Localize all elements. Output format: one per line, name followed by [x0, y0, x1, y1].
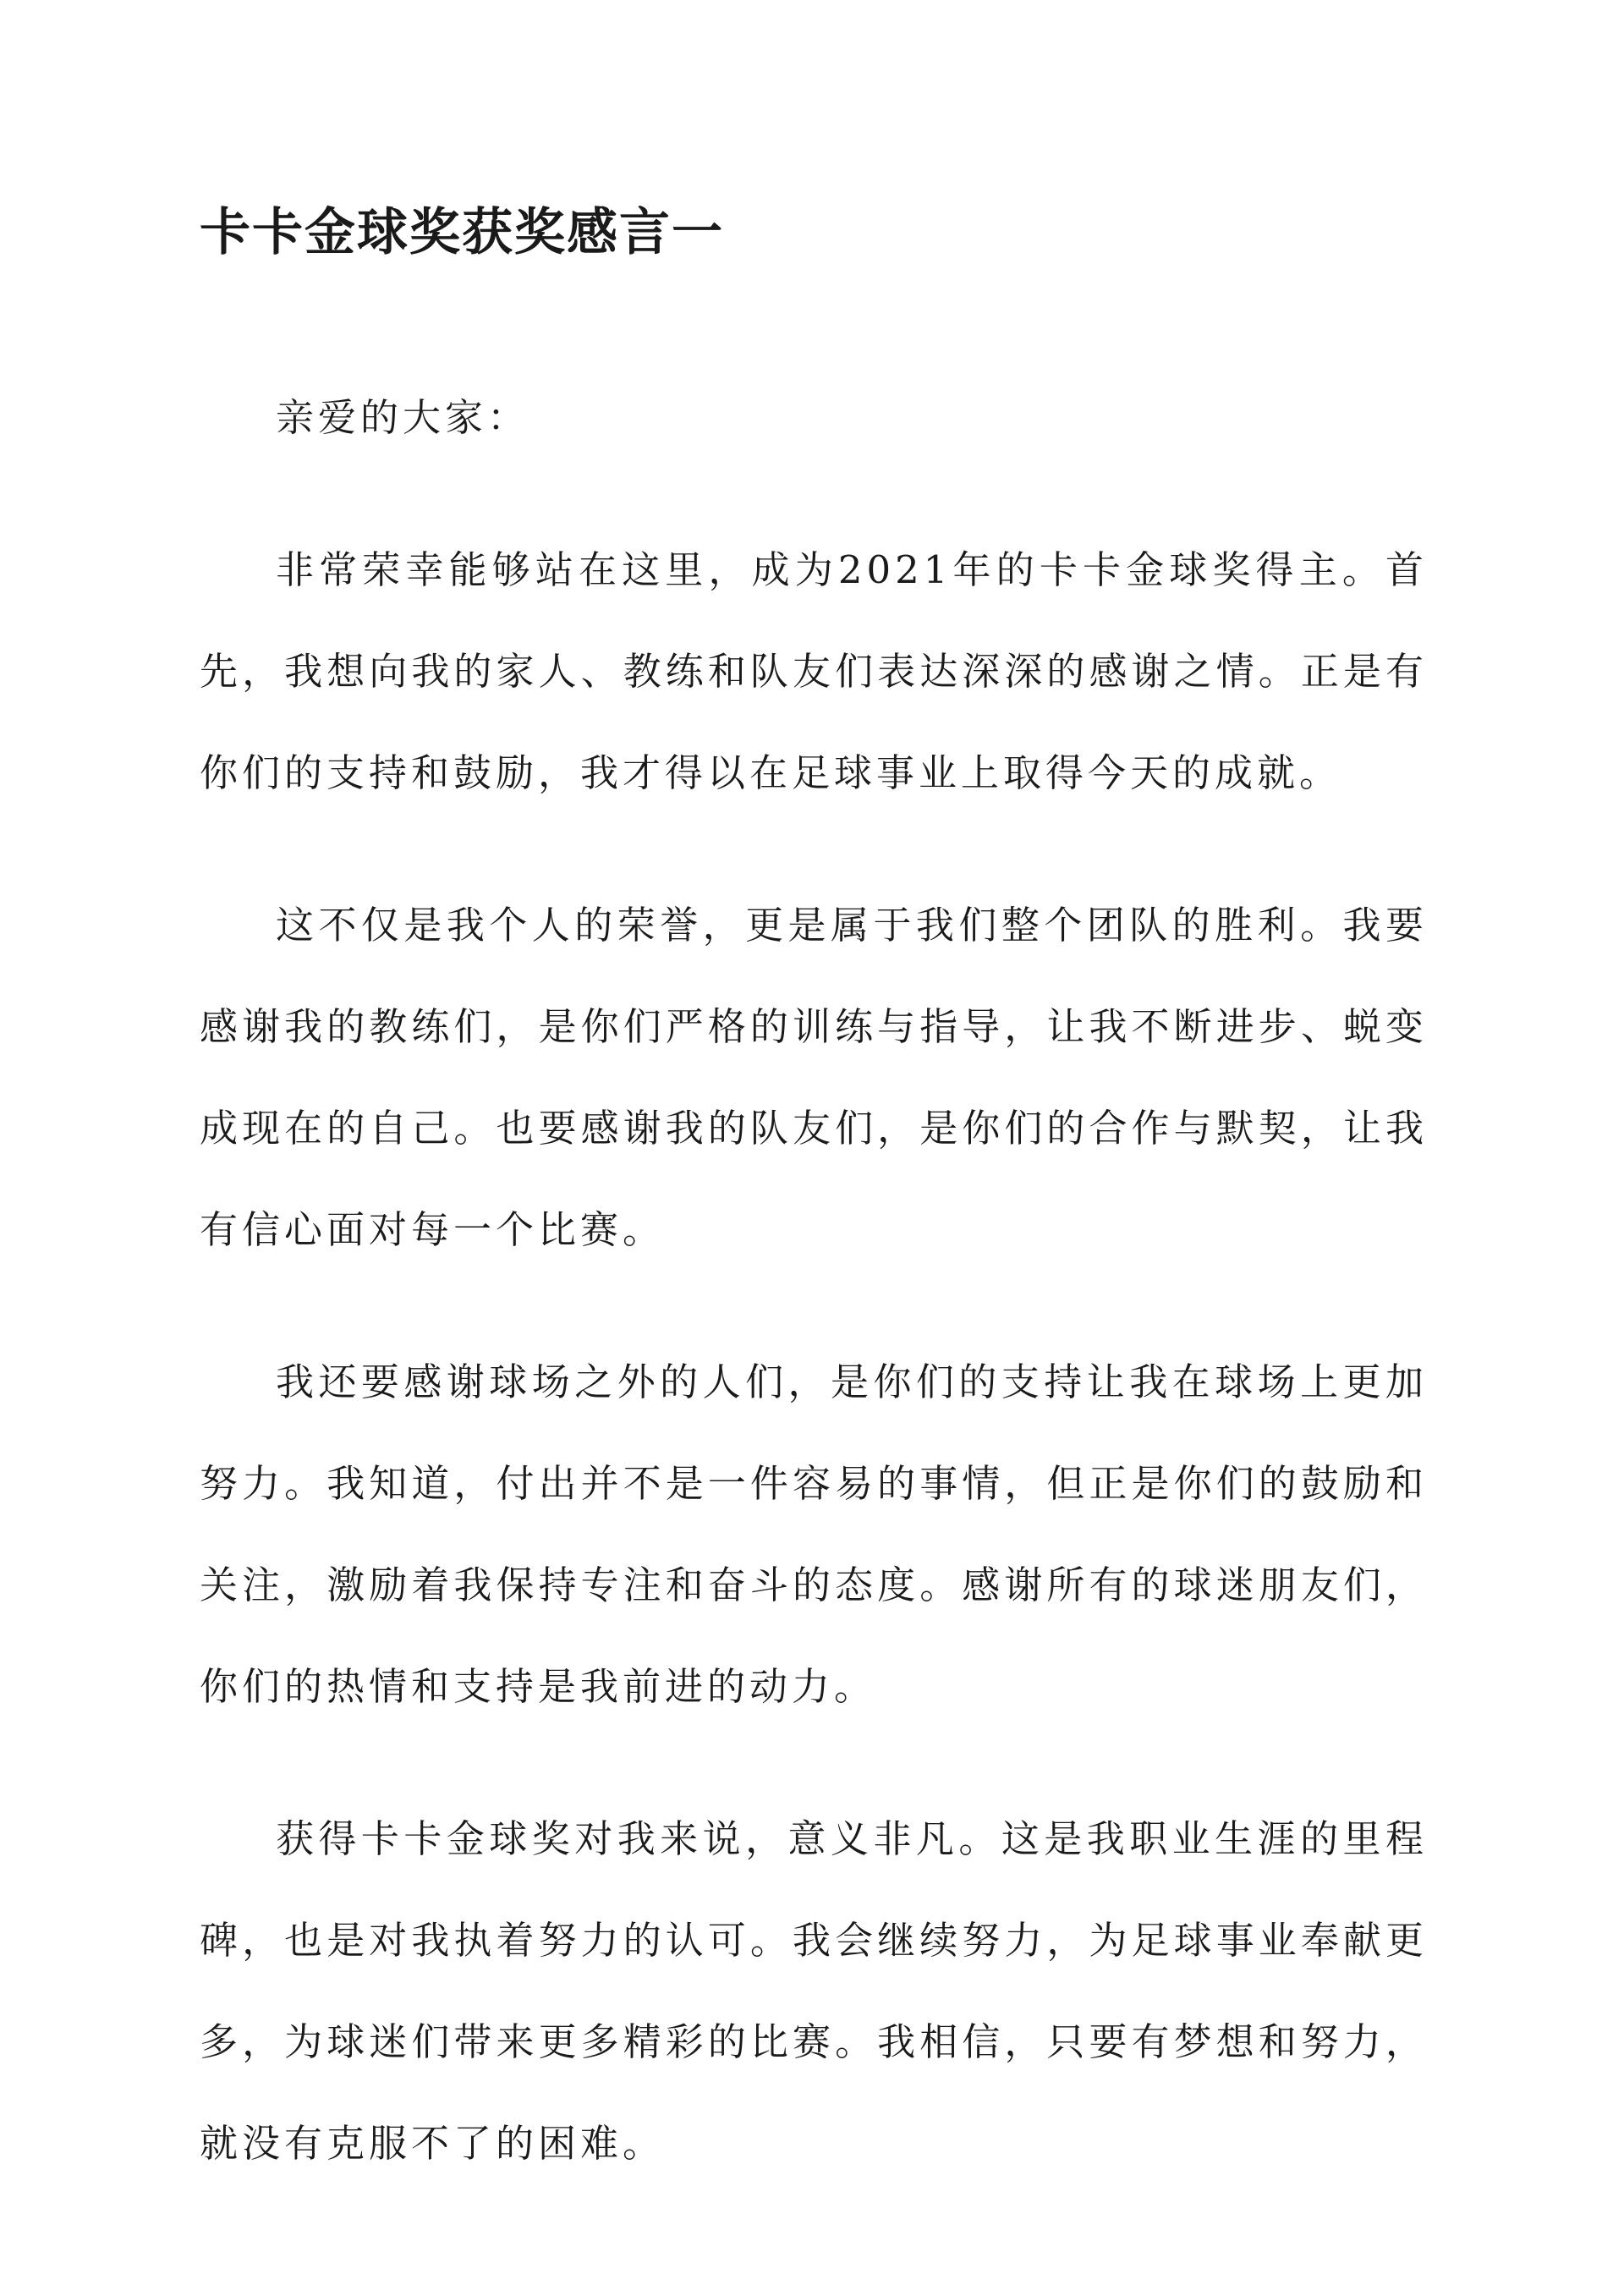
paragraph-3: 我还要感谢球场之外的人们，是你们的支持让我在球场上更加努力。我知道，付出并不是一件容易的事情，但正是你们的鼓励和关注，激励着我保持专注和奋斗的态度。感谢所有的球迷朋友们，你们的热情和支持是我前进的动力。	[200, 1359, 1428, 1709]
greeting: 亲爱的大家：	[276, 395, 530, 440]
document-title: 卡卡金球奖获奖感言一	[200, 203, 724, 262]
document-body	[200, 200, 1428, 2245]
paragraph-1: 非常荣幸能够站在这里，成为2021年的卡卡金球奖得主。首先，我想向我的家人、教练和队友们表达深深的感谢之情。正是有你们的支持和鼓励，我才得以在足球事业上取得今天的成就。	[200, 547, 1428, 795]
paragraph-2: 这不仅是我个人的荣誉，更是属于我们整个团队的胜利。我要感谢我的教练们，是你们严格的训练与指导，让我不断进步、蜕变成现在的自己。也要感谢我的队友们，是你们的合作与默契，让我有信心面对每一个比赛。	[200, 903, 1428, 1252]
paragraph-4: 获得卡卡金球奖对我来说，意义非凡。这是我职业生涯的里程碑，也是对我执着努力的认可。我会继续努力，为足球事业奉献更多，为球迷们带来更多精彩的比赛。我相信，只要有梦想和努力，就没有克服不了的困难。	[200, 1816, 1428, 2166]
